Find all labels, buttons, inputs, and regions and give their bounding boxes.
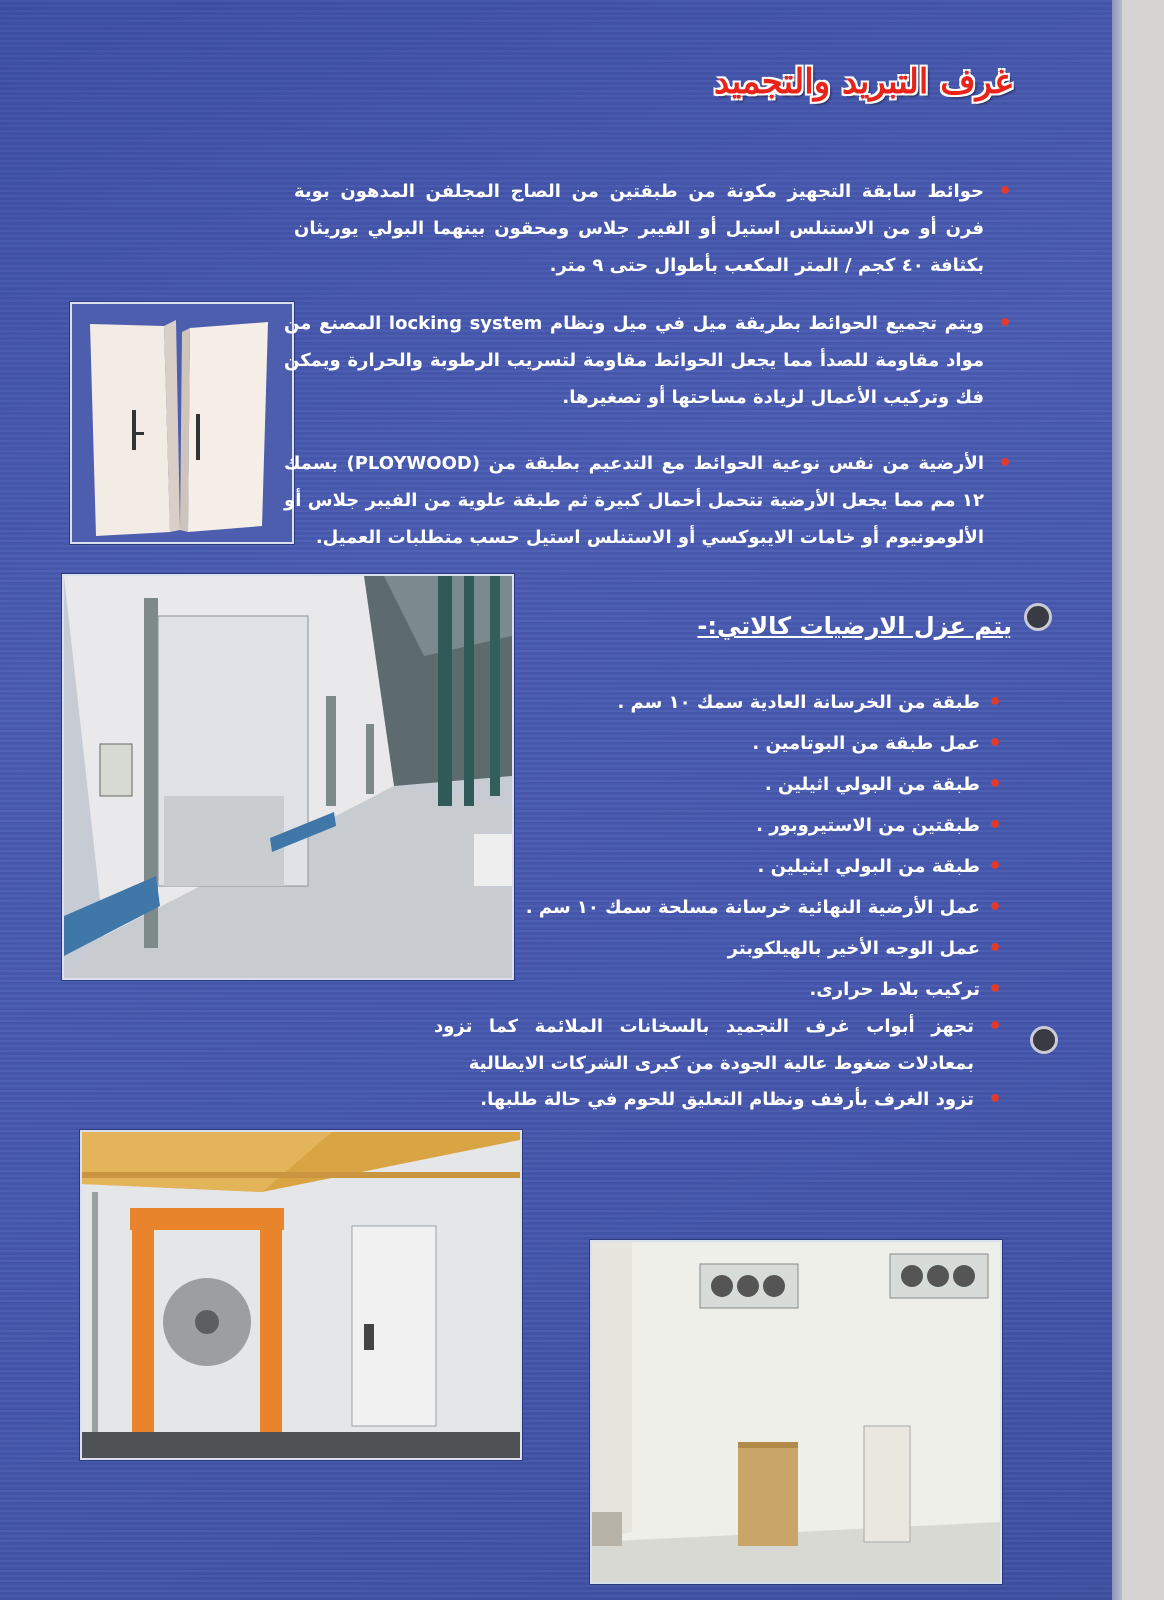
list-item: • طبقة من الخرسانة العادية سمك ١٠ سم . bbox=[482, 682, 1002, 723]
list-item: • عمل الوجه الأخير بالهيلكوبتر bbox=[482, 928, 1002, 969]
page-edge bbox=[1112, 0, 1122, 1600]
cold-room-corridor-photo bbox=[62, 574, 514, 980]
freezer-door-photo bbox=[80, 1130, 522, 1460]
list-item: • تركيب بلاط حرارى. bbox=[482, 969, 1002, 1010]
list-item: • عمل الأرضية النهائية خرسانة مسلحة سمك ١٠ سم . bbox=[482, 887, 1002, 928]
page-title: غرف التبريد والتجميد bbox=[713, 62, 1012, 102]
panel-doors-photo bbox=[70, 302, 294, 544]
list-item: • طبقتين من الاستيروبور . bbox=[482, 805, 1002, 846]
floor-insulation-list bbox=[482, 682, 1002, 1010]
paragraph-locking-system: • ويتم تجميع الحوائط بطريقة ميل في ميل ونظام locking system المصنع من مواد مقاومة للصدأ مما يجعل الحوائط مقاومة لتسريب الرطوبة والحرارة ويمكن فك وتركيب الأعمال لزيادة مساحتها أو تصغيرها. bbox=[284, 305, 1012, 416]
list-item: • عمل طبقة من البوتامين . bbox=[482, 723, 1002, 764]
binder-hole-top bbox=[1024, 603, 1052, 631]
cold-storage-room-photo bbox=[590, 1240, 1002, 1584]
paragraph-door-heaters: • تجهز أبواب غرف التجميد بالسخانات الملائمة كما تزود بمعادلات ضغوط عالية الجودة من كبرى الشركات الايطالية bbox=[434, 1008, 1002, 1082]
paragraph-shelves: • تزود الغرف بأرفف ونظام التعليق للحوم في حالة طلبها. bbox=[434, 1081, 1002, 1118]
list-item: • طبقة من البولي اثيلين . bbox=[482, 764, 1002, 805]
binder-hole-bottom bbox=[1030, 1026, 1058, 1054]
paragraph-floor: • الأرضية من نفس نوعية الحوائط مع التدعيم بطبقة من (PLOYWOOD) بسمك ١٢ مم مما يجعل الأرضية تتحمل أحمال كبيرة ثم طبقة علوية من الفيبر جلاس أو الألومونيوم أو خامات الايبوكسي أو الاستنلس استيل حسب متطلبات العميل. bbox=[284, 445, 1012, 556]
floor-insulation-heading: يتم عزل الارضيات كالاتي:- bbox=[697, 612, 1012, 640]
paragraph-prefab-walls: • حوائط سابقة التجهيز مكونة من طبقتين من الصاج المجلفن المدهون بوية فرن أو من الاستنلس استيل أو الفيبر جلاس ومحقون بينهما البولي يوريثان بكثافة ٤٠ كجم / المتر المكعب بأطوال حتى ٩ متر. bbox=[294, 173, 1012, 284]
list-item: • طبقة من البولي ايثيلين . bbox=[482, 846, 1002, 887]
